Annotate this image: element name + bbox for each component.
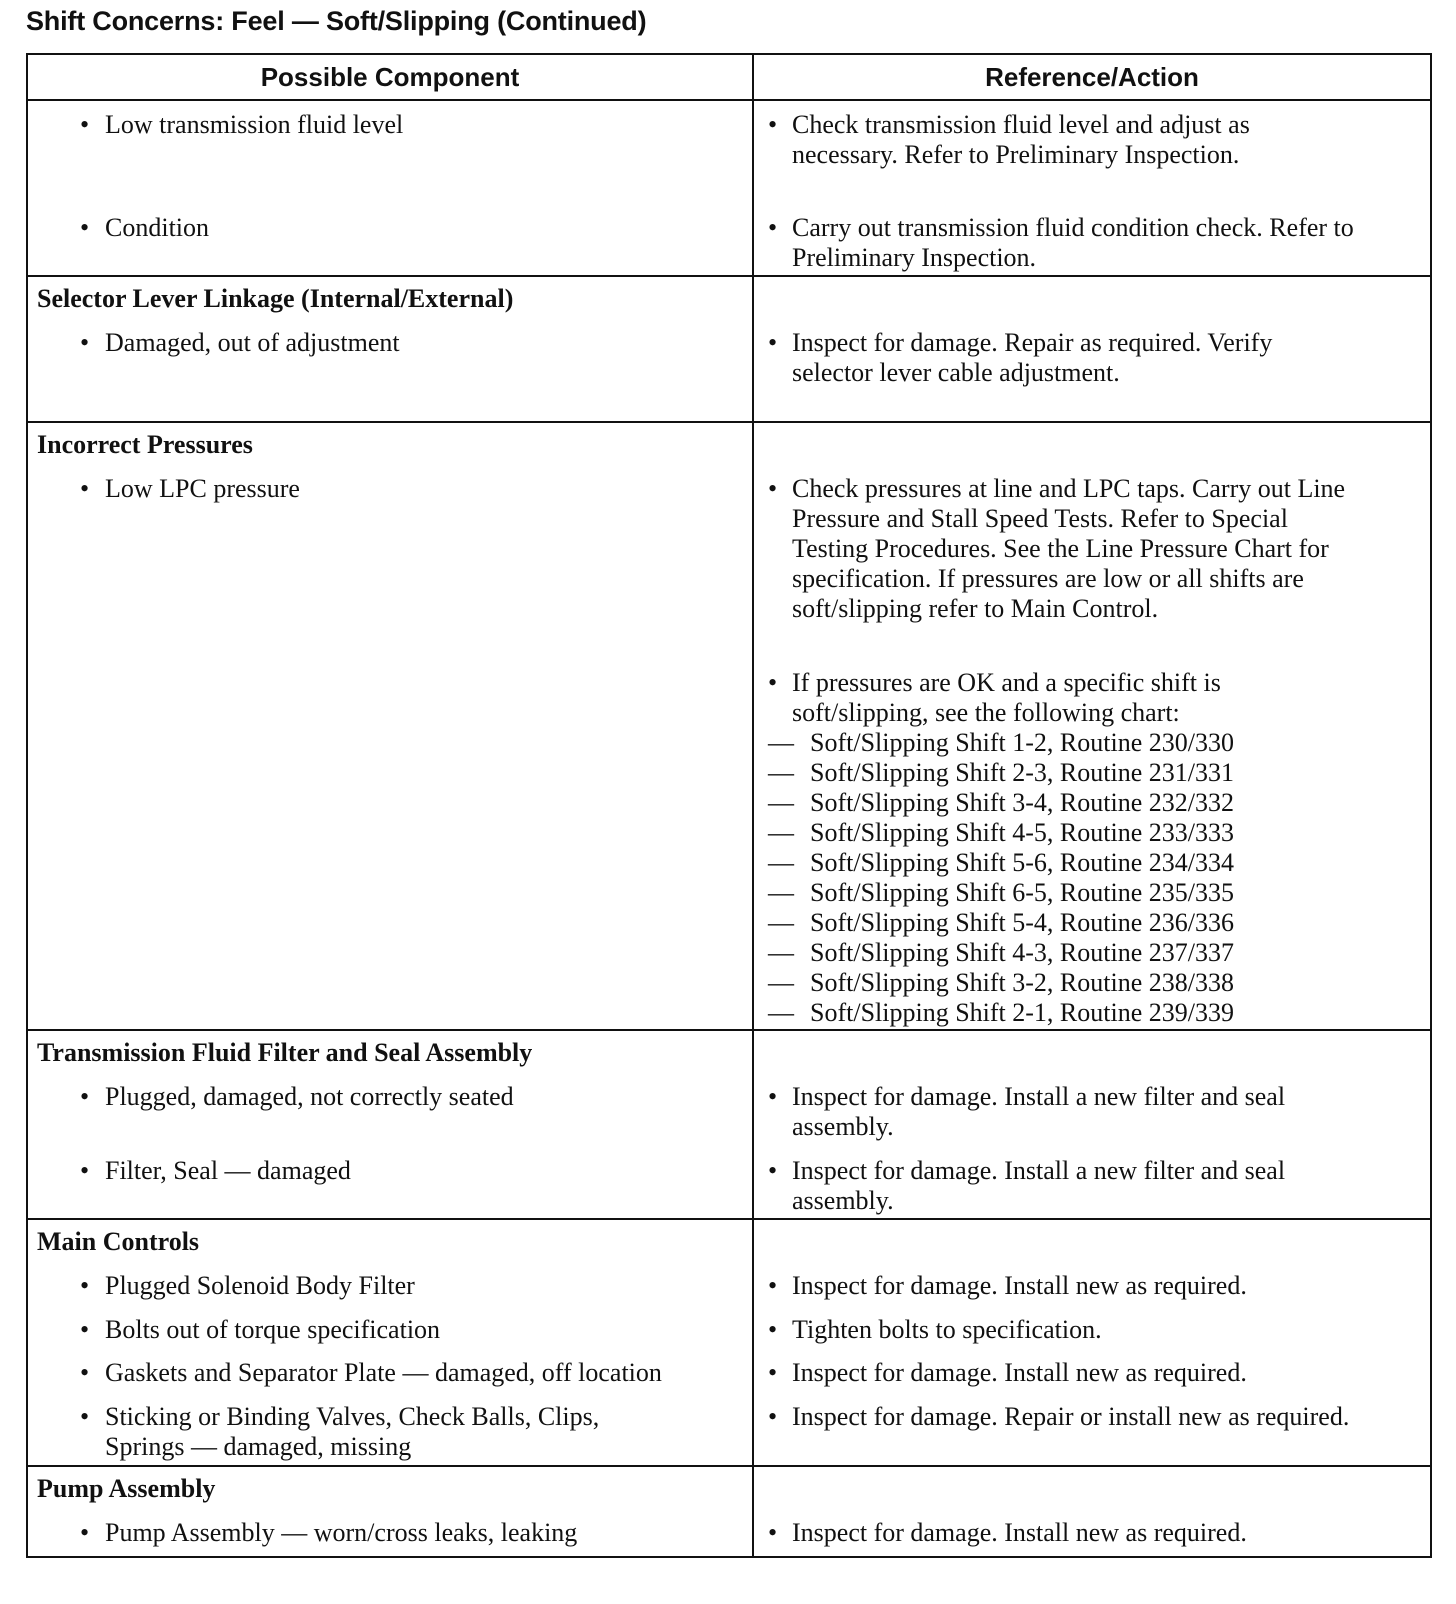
dash-mark: — xyxy=(768,998,794,1027)
action-text: necessary. Refer to Preliminary Inspection. xyxy=(792,140,1240,169)
bullet-icon: • xyxy=(768,1358,778,1387)
action-cell xyxy=(754,1467,1430,1556)
action-cell xyxy=(754,277,1430,421)
bullet-icon: • xyxy=(768,213,778,242)
action-text: Inspect for damage. Install new as required. xyxy=(792,1358,1247,1387)
table-body xyxy=(28,101,1430,1556)
bullet-icon: • xyxy=(80,1358,90,1387)
page-title: Shift Concerns: Feel — Soft/Slipping (Continued) xyxy=(26,6,647,36)
bullet-icon: • xyxy=(80,1082,90,1111)
header-reference-action: Reference/Action xyxy=(985,61,1199,92)
action-text: Testing Procedures. See the Line Pressure Chart for xyxy=(792,534,1329,563)
header-possible-component: Possible Component xyxy=(28,55,754,99)
dash-mark: — xyxy=(768,728,794,757)
bullet-icon: • xyxy=(80,1315,90,1344)
dash-mark: — xyxy=(768,848,794,877)
section-heading: Incorrect Pressures xyxy=(37,430,253,459)
bullet-icon: • xyxy=(768,474,778,503)
action-text: Inspect for damage. Install a new filter and seal xyxy=(792,1156,1286,1185)
component-cell xyxy=(28,1031,754,1218)
bullet-icon: • xyxy=(768,1402,778,1431)
bullet-icon: • xyxy=(768,1518,778,1547)
action-cell xyxy=(754,101,1430,275)
action-text: soft/slipping refer to Main Control. xyxy=(792,594,1159,623)
bullet-icon: • xyxy=(768,668,778,697)
action-text: Inspect for damage. Install new as required. xyxy=(792,1271,1247,1300)
component-cell xyxy=(28,1220,754,1465)
diagnosis-table xyxy=(26,53,1432,1558)
component-text: Damaged, out of adjustment xyxy=(105,328,400,357)
dash-mark: — xyxy=(768,758,794,787)
component-text: Plugged Solenoid Body Filter xyxy=(105,1271,415,1300)
component-text: Filter, Seal — damaged xyxy=(105,1156,351,1185)
action-text: Preliminary Inspection. xyxy=(792,243,1037,272)
routine-item: Soft/Slipping Shift 2-3, Routine 231/331 xyxy=(810,758,1234,787)
component-text: Springs — damaged, missing xyxy=(105,1432,412,1461)
section-heading: Main Controls xyxy=(37,1227,200,1256)
bullet-icon: • xyxy=(768,328,778,357)
dash-mark: — xyxy=(768,788,794,817)
section-heading: Pump Assembly xyxy=(37,1474,216,1503)
bullet-icon: • xyxy=(80,1156,90,1185)
table-section xyxy=(28,101,1430,277)
component-cell xyxy=(28,423,754,1029)
routine-item: Soft/Slipping Shift 4-5, Routine 233/333 xyxy=(810,818,1234,847)
component-text: Low transmission fluid level xyxy=(105,110,404,139)
action-text: Check pressures at line and LPC taps. Carry out Line xyxy=(792,474,1346,503)
component-cell xyxy=(28,1467,754,1556)
component-text: Pump Assembly — worn/cross leaks, leaking xyxy=(105,1518,578,1547)
action-text: soft/slipping, see the following chart: xyxy=(792,698,1180,727)
bullet-icon: • xyxy=(768,1271,778,1300)
action-text: assembly. xyxy=(792,1112,894,1141)
routine-item: Soft/Slipping Shift 1-2, Routine 230/330 xyxy=(810,728,1234,757)
bullet-icon: • xyxy=(80,1271,90,1300)
component-text: Condition xyxy=(105,213,210,242)
routine-item: Soft/Slipping Shift 5-4, Routine 236/336 xyxy=(810,908,1234,937)
dash-mark: — xyxy=(768,908,794,937)
bullet-icon: • xyxy=(80,110,90,139)
action-text: selector lever cable adjustment. xyxy=(792,358,1120,387)
action-cell xyxy=(754,1220,1430,1465)
component-text: Bolts out of torque specification xyxy=(105,1315,441,1344)
bullet-icon: • xyxy=(768,1315,778,1344)
routine-item: Soft/Slipping Shift 4-3, Routine 237/337 xyxy=(810,938,1234,967)
bullet-icon: • xyxy=(80,474,90,503)
routine-item: Soft/Slipping Shift 3-2, Routine 238/338 xyxy=(810,968,1234,997)
action-text: Inspect for damage. Repair as required. Verify xyxy=(792,328,1273,357)
bullet-icon: • xyxy=(80,1402,90,1431)
component-cell xyxy=(28,277,754,421)
action-text: Pressure and Stall Speed Tests. Refer to Special xyxy=(792,504,1288,533)
action-text: If pressures are OK and a specific shift is xyxy=(792,668,1221,697)
component-text: Low LPC pressure xyxy=(105,474,300,503)
table-section xyxy=(28,1220,1430,1467)
component-text: Plugged, damaged, not correctly seated xyxy=(105,1082,514,1111)
bullet-icon: • xyxy=(768,1082,778,1111)
action-text: assembly. xyxy=(792,1186,894,1215)
section-heading: Selector Lever Linkage (Internal/External) xyxy=(37,284,514,313)
dash-mark: — xyxy=(768,938,794,967)
component-text: Sticking or Binding Valves, Check Balls, Clips, xyxy=(105,1402,600,1431)
component-cell xyxy=(28,101,754,275)
bullet-icon: • xyxy=(80,328,90,357)
bullet-icon: • xyxy=(768,110,778,139)
action-cell xyxy=(754,1031,1430,1218)
dash-mark: — xyxy=(768,878,794,907)
table-section xyxy=(28,277,1430,423)
action-text: Tighten bolts to specification. xyxy=(792,1315,1102,1344)
action-text: Inspect for damage. Install new as required. xyxy=(792,1518,1247,1547)
table-header xyxy=(28,55,1430,101)
dash-mark: — xyxy=(768,968,794,997)
component-text: Gaskets and Separator Plate — damaged, off location xyxy=(105,1358,662,1387)
bullet-icon: • xyxy=(80,1518,90,1547)
routine-item: Soft/Slipping Shift 5-6, Routine 234/334 xyxy=(810,848,1234,877)
routine-item: Soft/Slipping Shift 3-4, Routine 232/332 xyxy=(810,788,1234,817)
action-text: Inspect for damage. Install a new filter and seal xyxy=(792,1082,1286,1111)
table-section xyxy=(28,423,1430,1031)
routine-item: Soft/Slipping Shift 6-5, Routine 235/335 xyxy=(810,878,1234,907)
table-section xyxy=(28,1031,1430,1220)
section-heading: Transmission Fluid Filter and Seal Assembly xyxy=(37,1038,533,1067)
dash-mark: — xyxy=(768,818,794,847)
action-text: specification. If pressures are low or all shifts are xyxy=(792,564,1304,593)
bullet-icon: • xyxy=(80,213,90,242)
action-text: Inspect for damage. Repair or install new as required. xyxy=(792,1402,1350,1431)
action-text: Check transmission fluid level and adjust as xyxy=(792,110,1250,139)
bullet-icon: • xyxy=(768,1156,778,1185)
action-text: Carry out transmission fluid condition check. Refer to xyxy=(792,213,1354,242)
table-section xyxy=(28,1467,1430,1556)
action-cell xyxy=(754,423,1430,1029)
routine-item: Soft/Slipping Shift 2-1, Routine 239/339 xyxy=(810,998,1234,1027)
